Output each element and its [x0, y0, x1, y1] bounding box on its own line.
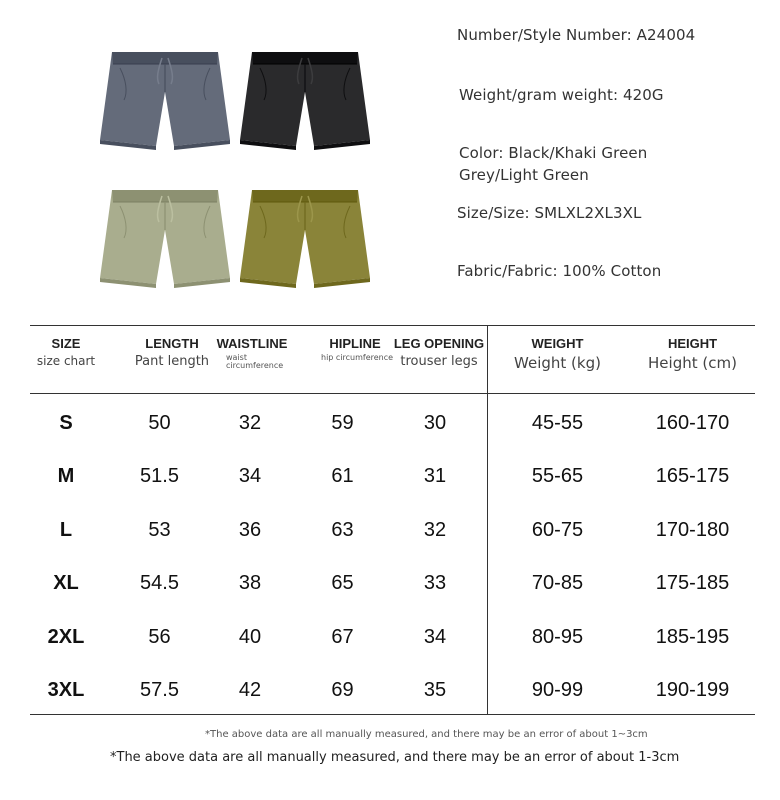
cell-length: 51.5 [140, 465, 179, 488]
cell-hipline: 61 [331, 465, 354, 488]
cell-waistline: 36 [238, 518, 262, 541]
cell-height: 175-185 [655, 572, 730, 595]
header-waistline-title: WAISTLINE [216, 336, 288, 351]
shorts-icon [90, 178, 240, 296]
cell-height: 160-170 [655, 412, 730, 434]
header-length [127, 336, 217, 369]
cell-waistline: 32 [238, 412, 262, 434]
table-row [30, 397, 755, 450]
header-size [30, 336, 102, 368]
header-leg-opening [391, 336, 487, 369]
cell-size: L [59, 518, 73, 541]
header-waistline-sub: waist circumference [226, 353, 284, 370]
size-options: Size/Size: SMLXL2XL3XL [457, 204, 642, 222]
cell-leg-opening: 34 [423, 625, 447, 648]
cell-height: 190-199 [655, 679, 730, 701]
table-row [30, 664, 755, 717]
header-height [630, 336, 755, 372]
header-height-sub: Height (cm) [648, 354, 737, 372]
cell-weight: 45-55 [531, 412, 584, 434]
gram-weight: Weight/gram weight: 420G [459, 86, 664, 104]
size-chart-table [30, 325, 755, 715]
color-line-1: Color: Black/Khaki Green [459, 144, 648, 162]
cell-size: S [59, 412, 73, 434]
shorts-icon [90, 40, 240, 158]
header-size-sub: size chart [36, 354, 96, 368]
header-leg-opening-title: LEG OPENING [393, 336, 485, 351]
color-line-2: Grey/Light Green [459, 166, 589, 184]
table-row [30, 557, 755, 610]
cell-height: 165-175 [655, 465, 730, 488]
fabric: Fabric/Fabric: 100% Cotton [457, 262, 662, 280]
table-row [30, 450, 755, 503]
style-number: Number/Style Number: A24004 [457, 26, 696, 44]
cell-waistline: 34 [238, 465, 262, 488]
cell-size: 2XL [47, 625, 85, 648]
header-size-title: SIZE [51, 336, 81, 351]
header-length-sub: Pant length [134, 354, 210, 369]
header-weight-sub: Weight (kg) [514, 354, 601, 372]
khaki-green-shorts-image [90, 178, 240, 296]
color-options [459, 142, 759, 186]
cell-weight: 60-75 [531, 518, 584, 541]
cell-length: 50 [148, 412, 171, 434]
header-height-title: HEIGHT [667, 336, 718, 351]
header-waistline [212, 336, 292, 370]
table-row [30, 504, 755, 557]
cell-size: 3XL [47, 679, 85, 701]
light-green-shorts-image [230, 178, 380, 296]
cell-height: 170-180 [655, 518, 730, 541]
header-weight [495, 336, 620, 372]
cell-weight: 80-95 [531, 625, 584, 648]
cell-waistline: 40 [238, 625, 262, 648]
cell-size: XL [53, 572, 79, 595]
measurement-note-small: *The above data are all manually measured, and there may be an error of about 1~3cm [205, 729, 648, 740]
cell-length: 57.5 [140, 679, 179, 701]
cell-length: 54.5 [140, 572, 179, 595]
header-weight-title: WEIGHT [531, 336, 584, 351]
cell-weight: 90-99 [531, 679, 584, 701]
cell-leg-opening: 31 [423, 465, 447, 488]
measurement-note: *The above data are all manually measured, and there may be an error of about 1-3cm [110, 750, 680, 765]
cell-hipline: 69 [331, 679, 354, 701]
header-length-title: LENGTH [145, 336, 199, 351]
shorts-icon [230, 178, 380, 296]
cell-length: 56 [148, 625, 171, 648]
product-images [90, 30, 270, 290]
header-hipline-sub: hip circumference [321, 353, 394, 362]
cell-size: M [57, 465, 75, 488]
cell-length: 53 [148, 518, 171, 541]
cell-hipline: 67 [331, 625, 354, 648]
header-hipline [310, 336, 400, 362]
cell-leg-opening: 33 [423, 572, 447, 595]
cell-weight: 70-85 [531, 572, 584, 595]
black-shorts-image [230, 40, 380, 158]
table-top-border [30, 325, 755, 326]
grey-shorts-image [90, 40, 240, 158]
cell-leg-opening: 30 [423, 412, 447, 434]
cell-weight: 55-65 [531, 465, 584, 488]
header-divider [30, 393, 755, 394]
cell-waistline: 38 [238, 572, 262, 595]
cell-hipline: 63 [331, 518, 354, 541]
table-row [30, 611, 755, 664]
header-leg-opening-sub: trouser legs [400, 354, 478, 369]
shorts-icon [230, 40, 380, 158]
header-hipline-title: HIPLINE [329, 336, 381, 351]
cell-hipline: 59 [331, 412, 354, 434]
cell-hipline: 65 [331, 572, 354, 595]
cell-leg-opening: 32 [423, 518, 447, 541]
cell-leg-opening: 35 [423, 679, 447, 701]
cell-waistline: 42 [238, 679, 262, 701]
cell-height: 185-195 [655, 625, 730, 648]
